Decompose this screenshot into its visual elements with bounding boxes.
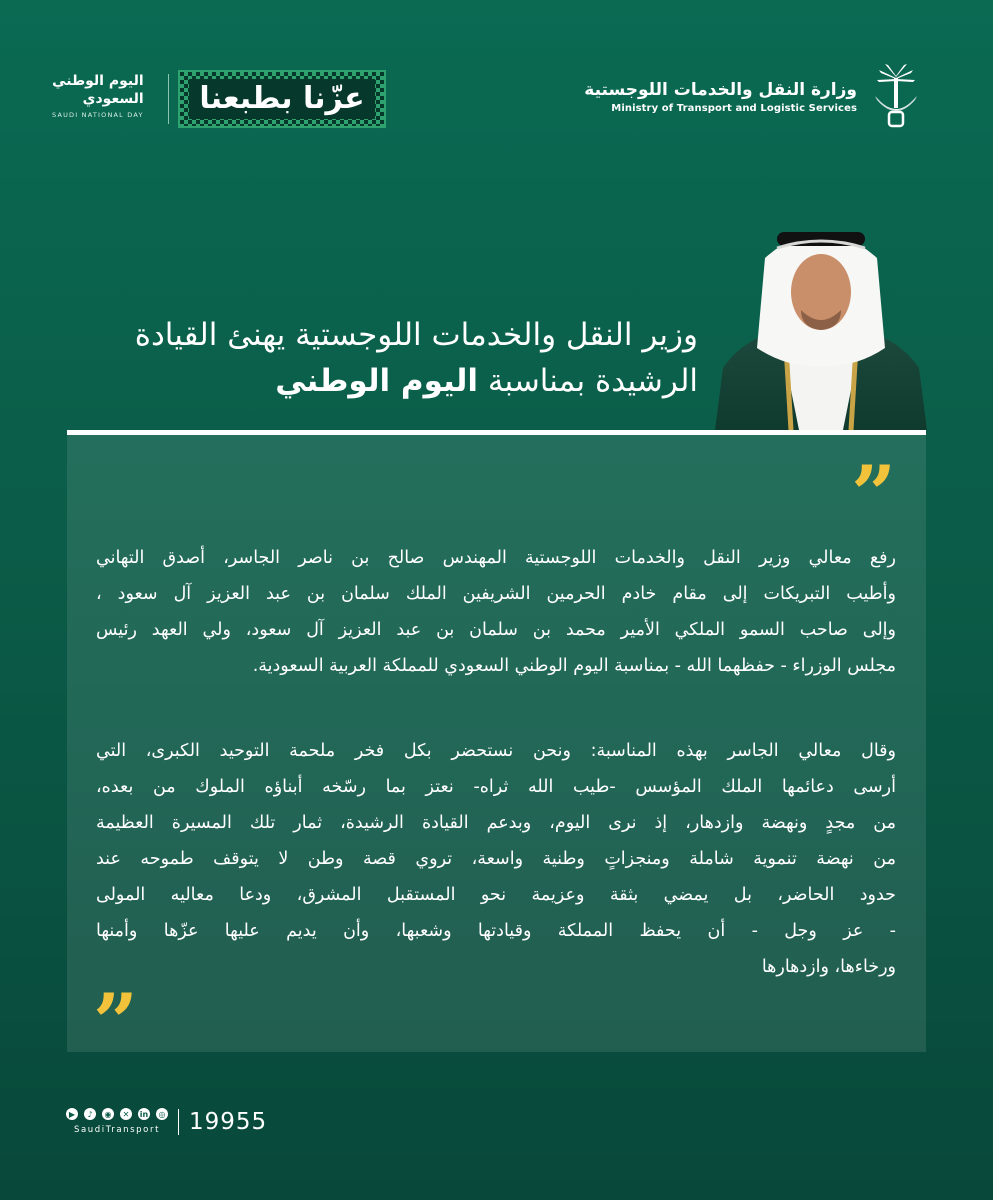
closing-quote-icon: ” (93, 977, 138, 1068)
paragraph-line: ورخاءها، وازدهارها (761, 957, 896, 977)
headline-line2-regular: الرشيدة بمناسبة (477, 363, 698, 399)
paragraph-line: من مجدٍ ونهضة وازدهار، إذ نرى اليوم، وبدعم القيادة الرشيدة، ثمار تلك المسيرة العظيمة (96, 813, 896, 833)
paragraph-2 (96, 733, 896, 985)
header-divider (168, 74, 169, 124)
paragraph-line: وقال معالي الجاسر بهذه المناسبة: ونحن نستحضر بكل فخر ملحمة التوحيد الكبرى، التي (96, 741, 896, 761)
snapchat-icon[interactable]: ◉ (102, 1108, 114, 1120)
ministry-name-english: Ministry of Transport and Logistic Services (611, 103, 857, 114)
national-day-english: SAUDI NATIONAL DAY (52, 111, 144, 119)
headline (135, 312, 698, 404)
national-day-arabic-line2: السعودي (82, 91, 144, 107)
ministry-logo (584, 62, 925, 132)
youtube-icon[interactable]: ▶ (66, 1108, 78, 1120)
paragraph-line: من نهضة تنموية شاملة ومنجزاتٍ وطنية واسعة، تروي قصة وطن لا يتوقف طموحه عند (96, 849, 896, 869)
footer (66, 1108, 267, 1135)
headline-line2-bold: اليوم الوطني (275, 363, 478, 399)
x-icon[interactable]: ✕ (120, 1108, 132, 1120)
paragraph-line: أرسى دعائمها الملك المؤسس -طيب الله ثراه- نعتز بما رسّخه أبناؤه الملوك من بعده، (96, 777, 896, 797)
tiktok-icon[interactable]: ♪ (84, 1108, 96, 1120)
ministry-name-arabic: وزارة النقل والخدمات اللوجستية (584, 80, 857, 100)
opening-quote-icon: ” (851, 449, 896, 540)
footer-divider (178, 1109, 179, 1135)
social-links (66, 1108, 168, 1135)
ministry-name (584, 80, 857, 114)
minister-portrait (715, 218, 927, 430)
slogan-text: عزّنا بطبعنا (189, 79, 374, 119)
headline-line1: وزير النقل والخدمات اللوجستية يهنئ القيادة (134, 317, 698, 353)
paragraph-line: حدود الحاضر، بل يمضي بثقة وعزيمة نحو المستقبل المشرق، ودعا معاليه المولى (96, 885, 896, 905)
hotline-number[interactable]: 19955 (189, 1108, 268, 1135)
paragraph-line: - عز وجل - أن يحفظ المملكة وقيادتها وشعبها، وأن يديم عليها عزّها وأمنها (96, 921, 896, 941)
headline-line2 (135, 358, 698, 404)
linkedin-icon[interactable]: in (139, 1109, 149, 1119)
statement-panel (67, 435, 926, 1068)
instagram-icon[interactable]: ◎ (156, 1108, 168, 1120)
paragraph-line: مجلس الوزراء - حفظهما الله - بمناسبة اليوم الوطني السعودي للمملكة العربية السعودية. (252, 656, 896, 676)
social-handle: SaudiTransport (73, 1125, 161, 1135)
paragraph-line: وإلى صاحب السمو الملكي الأمير محمد بن سلمان بن عبد العزيز آل سعود، ولي العهد رئيس (96, 620, 896, 640)
paragraph-line: وأطيب التبريكات إلى مقام خادم الحرمين الشريفين الملك سلمان بن عبد العزيز آل سعود ، (96, 584, 896, 604)
paragraph-line: رفع معالي وزير النقل والخدمات اللوجستية المهندس صالح بن ناصر الجاسر، أصدق التهاني (96, 548, 896, 568)
slogan-badge (178, 70, 386, 128)
national-day-arabic-line1: اليوم الوطني (52, 73, 144, 89)
palm-swords-emblem-icon (867, 62, 925, 132)
paragraph-1 (96, 540, 896, 684)
national-day-logo (52, 72, 144, 119)
